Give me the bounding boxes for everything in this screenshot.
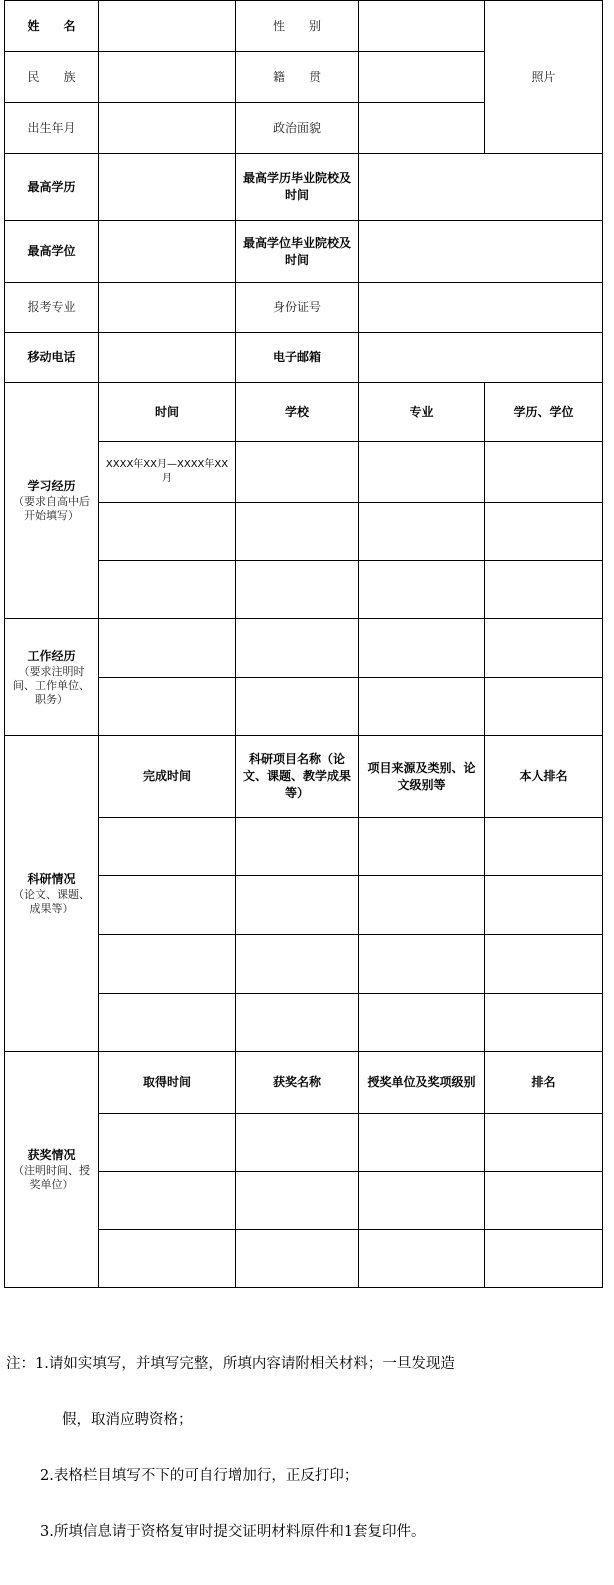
phone-field[interactable] [99, 333, 236, 383]
research-note: （论文、课题、成果等） [13, 888, 90, 915]
research-header-source: 项目来源及类别、论文级别等 [359, 736, 485, 818]
major-label: 报考专业 [5, 283, 99, 333]
study-title: 学习经历 [27, 479, 76, 493]
gender-field[interactable] [359, 1, 485, 52]
research-cell[interactable] [485, 818, 603, 876]
award-note: （注明时间、授奖单位） [13, 1164, 90, 1191]
note-line-3: 3.所填信息请于资格复审时提交证明材料原件和1套复印件。 [40, 1524, 426, 1540]
research-cell[interactable] [485, 935, 603, 994]
email-field[interactable] [359, 333, 603, 383]
major-field[interactable] [99, 283, 236, 333]
ethnicity-field[interactable] [99, 52, 236, 103]
education-label: 最高学历 [5, 154, 99, 221]
research-cell[interactable] [359, 994, 485, 1052]
research-cell[interactable] [99, 818, 236, 876]
table-row [5, 736, 603, 818]
research-cell[interactable] [99, 876, 236, 935]
research-cell[interactable] [236, 994, 359, 1052]
award-header-name: 获奖名称 [236, 1052, 359, 1114]
award-cell[interactable] [236, 1230, 359, 1288]
study-header-degree: 学历、学位 [485, 383, 603, 442]
award-cell[interactable] [99, 1230, 236, 1288]
id-field[interactable] [359, 283, 603, 333]
study-cell[interactable] [359, 503, 485, 561]
birth-label: 出生年月 [5, 103, 99, 154]
table-row [5, 383, 603, 442]
ethnicity-label: 民 族 [5, 52, 99, 103]
award-header-time: 取得时间 [99, 1052, 236, 1114]
study-header-time: 时间 [99, 383, 236, 442]
award-cell[interactable] [359, 1114, 485, 1172]
work-cell[interactable] [99, 619, 236, 678]
table-row [5, 1052, 603, 1114]
award-cell[interactable] [359, 1172, 485, 1230]
research-cell[interactable] [236, 876, 359, 935]
photo-box[interactable]: 照片 [485, 1, 603, 154]
table-row [5, 154, 603, 221]
political-label: 政治面貌 [236, 103, 359, 154]
work-cell[interactable] [485, 619, 603, 678]
gender-label: 性 别 [236, 1, 359, 52]
study-cell[interactable] [236, 442, 359, 503]
award-cell[interactable] [485, 1172, 603, 1230]
award-cell[interactable] [99, 1114, 236, 1172]
work-cell[interactable] [359, 619, 485, 678]
phone-label: 移动电话 [5, 333, 99, 383]
study-time-cell[interactable] [99, 442, 236, 503]
degree-school-field[interactable] [359, 221, 603, 283]
note-line-1-continued: 假，取消应聘资格； [62, 1412, 193, 1428]
study-cell[interactable] [359, 442, 485, 503]
note-line-2: 2.表格栏目填写不下的可自行增加行，正反打印； [40, 1468, 359, 1484]
research-cell[interactable] [99, 935, 236, 994]
research-title: 科研情况 [27, 872, 76, 886]
education-school-label: 最高学历毕业院校及时间 [236, 154, 359, 221]
political-field[interactable] [359, 103, 485, 154]
id-label: 身份证号 [236, 283, 359, 333]
email-label: 电子邮箱 [236, 333, 359, 383]
degree-field[interactable] [99, 221, 236, 283]
work-cell[interactable] [236, 619, 359, 678]
study-cell[interactable] [236, 503, 359, 561]
award-header-org: 授奖单位及奖项级别 [359, 1052, 485, 1114]
research-cell[interactable] [236, 818, 359, 876]
origin-field[interactable] [359, 52, 485, 103]
award-cell[interactable] [99, 1172, 236, 1230]
study-sample-time: XXXX年XX月—XXXX年XX月 [105, 459, 229, 484]
study-cell[interactable] [359, 561, 485, 619]
work-cell[interactable] [359, 678, 485, 736]
work-title: 工作经历 [27, 648, 76, 663]
research-cell[interactable] [236, 935, 359, 994]
work-cell[interactable] [485, 678, 603, 736]
study-cell[interactable] [485, 503, 603, 561]
award-cell[interactable] [485, 1114, 603, 1172]
study-cell[interactable] [485, 561, 603, 619]
name-field[interactable] [99, 1, 236, 52]
note-line-1: 注：1.请如实填写，并填写完整，所填内容请附相关材料；一旦发现造 [6, 1356, 455, 1372]
research-cell[interactable] [359, 818, 485, 876]
research-header-rank: 本人排名 [485, 736, 603, 818]
education-field[interactable] [99, 154, 236, 221]
table-row [5, 283, 603, 333]
award-header-rank: 排名 [485, 1052, 603, 1114]
table-row [5, 221, 603, 283]
study-note: （要求自高中后开始填写） [13, 495, 90, 522]
degree-label: 最高学位 [5, 221, 99, 283]
research-cell[interactable] [99, 994, 236, 1052]
study-cell[interactable] [485, 442, 603, 503]
application-form-table [4, 0, 603, 1288]
study-cell[interactable] [236, 561, 359, 619]
education-school-field[interactable] [359, 154, 603, 221]
table-row [5, 619, 603, 678]
study-header-major: 专业 [359, 383, 485, 442]
research-header-time: 完成时间 [99, 736, 236, 818]
research-header-name: 科研项目名称（论文、课题、教学成果等） [236, 736, 359, 818]
research-cell[interactable] [485, 876, 603, 935]
award-section-label [5, 1052, 99, 1288]
research-cell[interactable] [485, 994, 603, 1052]
work-cell[interactable] [236, 678, 359, 736]
award-cell[interactable] [236, 1114, 359, 1172]
work-section-label [5, 619, 99, 736]
research-section-label [5, 736, 99, 1052]
award-cell[interactable] [236, 1172, 359, 1230]
name-label: 姓 名 [5, 1, 99, 52]
work-note: （要求注明时间、工作单位、职务） [13, 664, 90, 706]
table-row [5, 1, 603, 52]
birth-field[interactable] [99, 103, 236, 154]
origin-label: 籍 贯 [236, 52, 359, 103]
study-header-school: 学校 [236, 383, 359, 442]
work-cell[interactable] [99, 678, 236, 736]
study-cell[interactable] [99, 503, 236, 561]
award-cell[interactable] [359, 1230, 485, 1288]
table-row [5, 333, 603, 383]
research-cell[interactable] [359, 935, 485, 994]
study-cell[interactable] [99, 561, 236, 619]
study-section-label [5, 383, 99, 619]
award-title: 获奖情况 [27, 1148, 76, 1162]
research-cell[interactable] [359, 876, 485, 935]
award-cell[interactable] [485, 1230, 603, 1288]
degree-school-label: 最高学位毕业院校及时间 [236, 221, 359, 283]
